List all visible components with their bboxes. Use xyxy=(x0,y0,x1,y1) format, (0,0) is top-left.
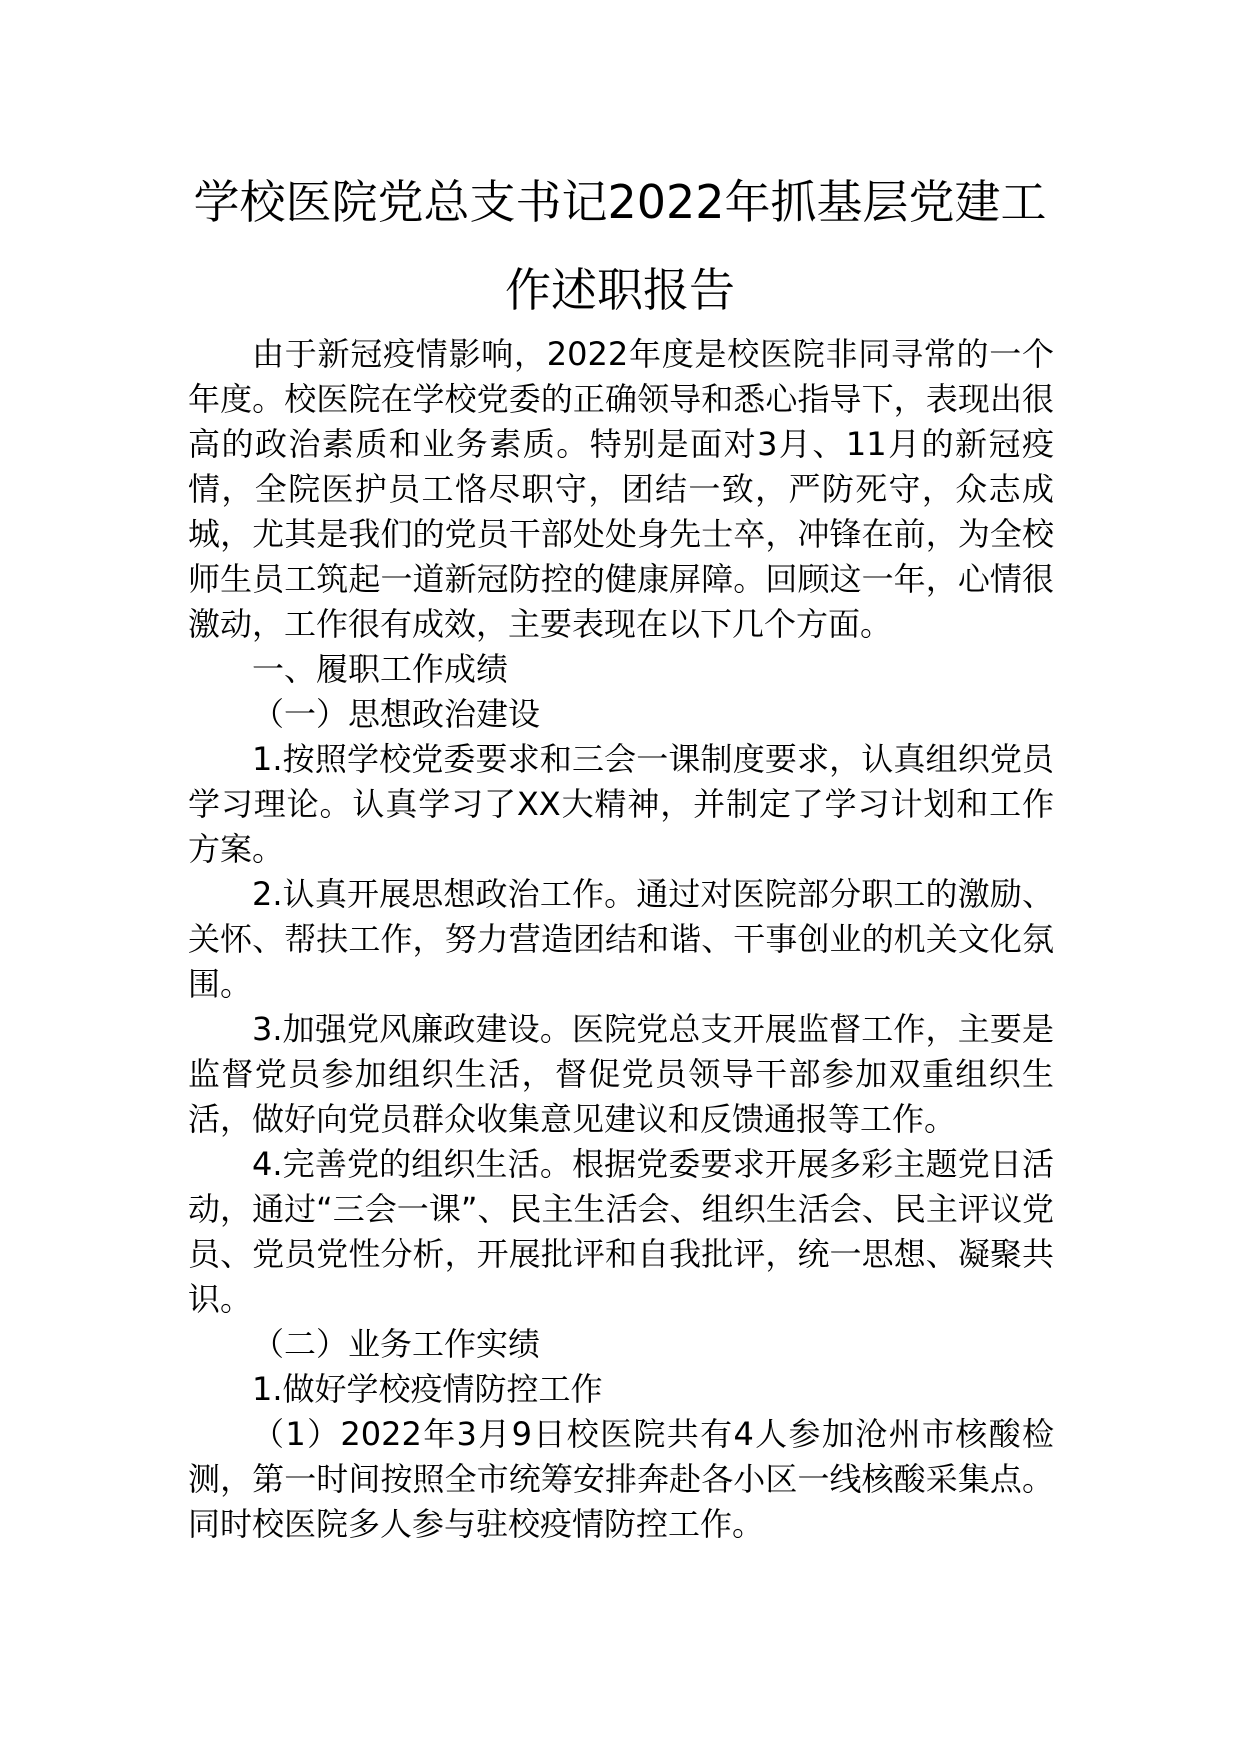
list-item-1: 1.按照学校党委要求和三会一课制度要求，认真组织党员学习理论。认真学习了XX大精神，并制定了学习计划和工作方案。 xyxy=(188,740,1054,868)
document-body xyxy=(188,332,1054,1547)
list-item-3: 3.加强党风廉政建设。医院党总支开展监督工作，主要是监督党员参加组织生活，督促党员领导干部参加双重组织生活，做好向党员群众收集意见建议和反馈通报等工作。 xyxy=(188,1010,1054,1138)
list-item-5: 1.做好学校疫情防控工作 xyxy=(252,1370,603,1408)
list-item-4: 4.完善党的组织生活。根据党委要求开展多彩主题党日活动，通过“三会一课”、民主生活会、组织生活会、民主评议党员、党员党性分析，开展批评和自我批评，统一思想、凝聚共识。 xyxy=(188,1145,1054,1318)
list-item-6: （1）2022年3月9日校医院共有4人参加沧州市核酸检测，第一时间按照全市统筹安排奔赴各小区一线核酸采集点。同时校医院多人参与驻校疫情防控工作。 xyxy=(188,1415,1054,1543)
intro-paragraph: 由于新冠疫情影响，2022年度是校医院非同寻常的一个年度。校医院在学校党委的正确领导和悉心指导下，表现出很高的政治素质和业务素质。特别是面对3月、11月的新冠疫情，全院医护员工恪尽职守，团结一致，严防死守，众志成城，尤其是我们的党员干部处处身先士卒，冲锋在前，为全校师生员工筑起一道新冠防控的健康屏障。回顾这一年，心情很激动，工作很有成效，主要表现在以下几个方面。 xyxy=(188,335,1054,643)
subsection-heading-2: （二）业务工作实绩 xyxy=(252,1325,541,1363)
document-title-line-2: 作述职报告 xyxy=(505,263,735,317)
document-title-line-1: 学校医院党总支书记2022年抓基层党建工 xyxy=(193,175,1047,229)
subsection-heading-1: （一）思想政治建设 xyxy=(252,695,541,733)
list-item-2: 2.认真开展思想政治工作。通过对医院部分职工的激励、关怀、帮扶工作，努力营造团结和谐、干事创业的机关文化氛围。 xyxy=(188,875,1054,1003)
section-heading-1: 一、履职工作成绩 xyxy=(252,650,509,688)
